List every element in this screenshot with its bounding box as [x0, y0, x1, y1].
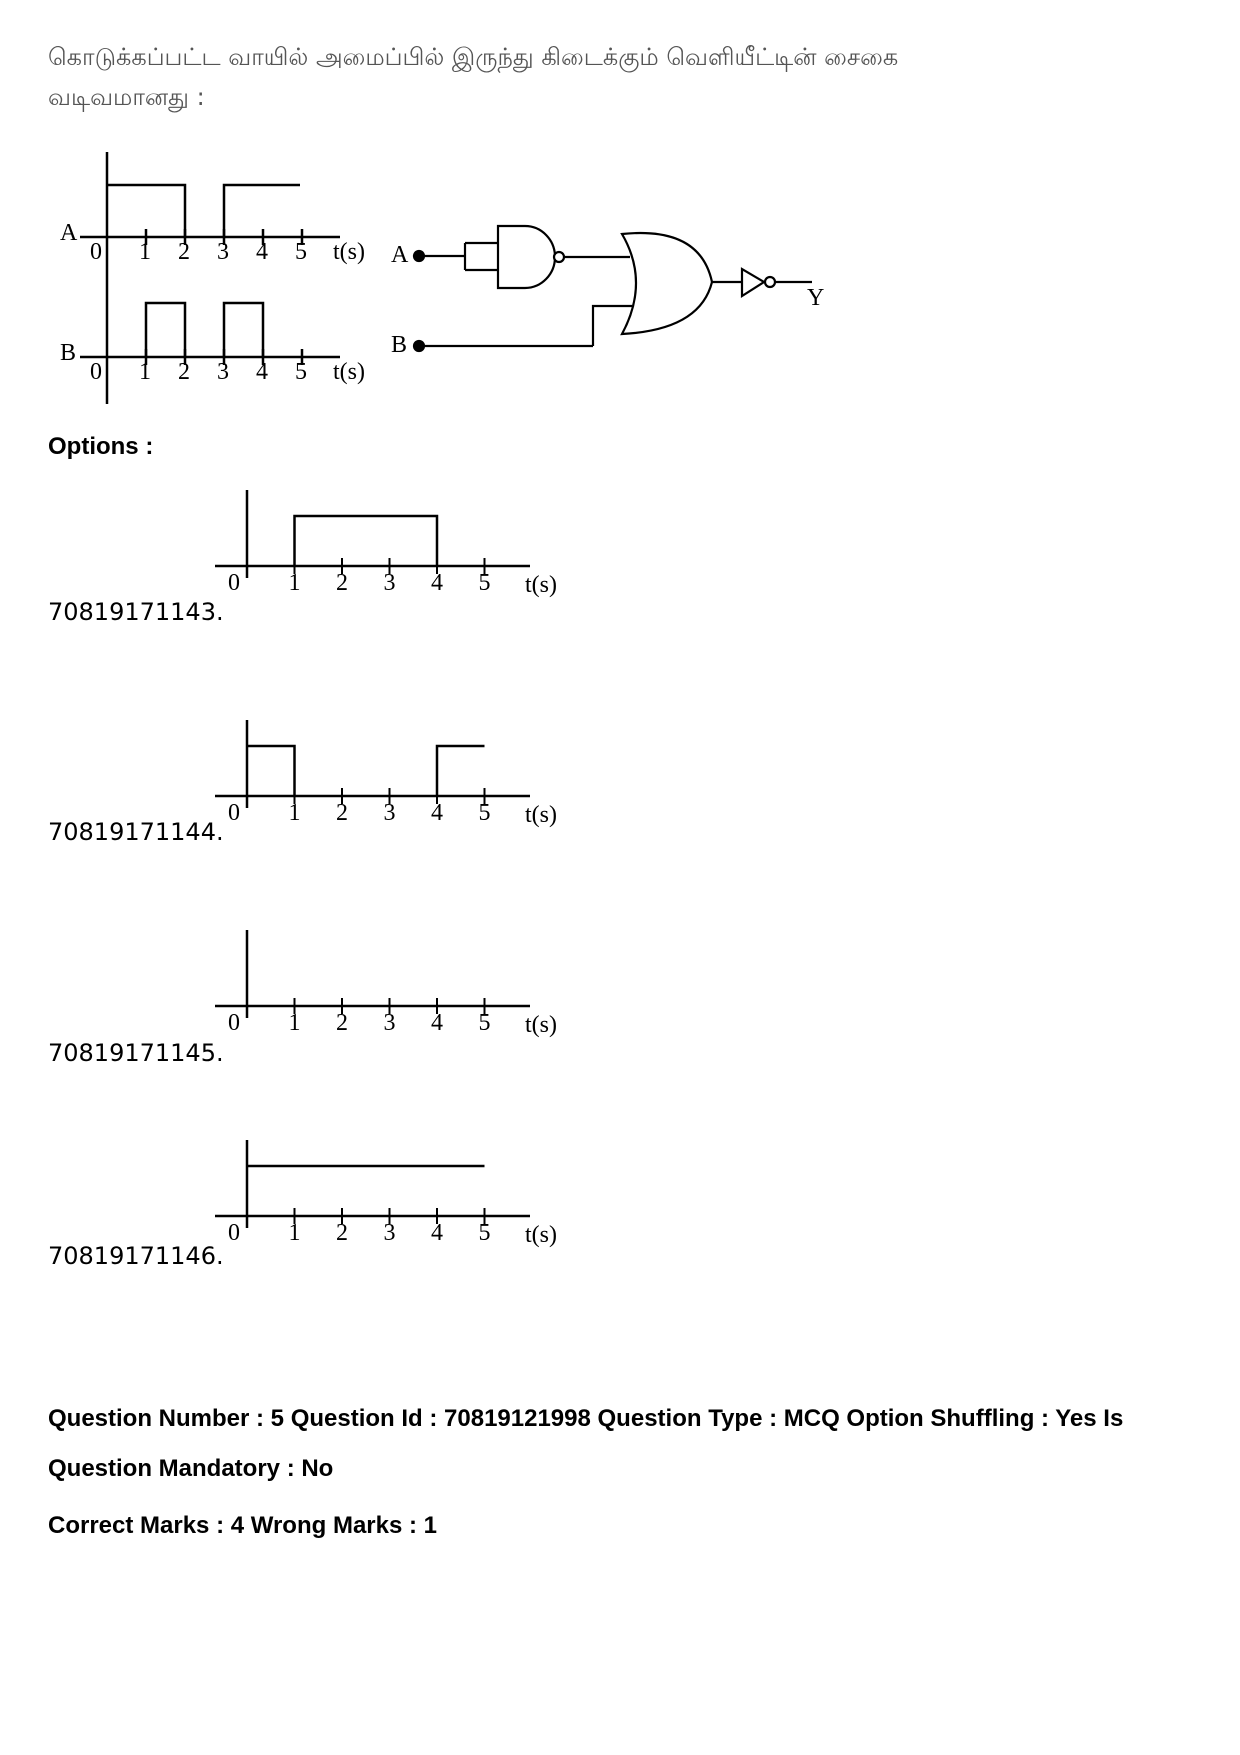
tick-label: 1 [139, 239, 151, 265]
waveform-a-label: A [60, 220, 78, 246]
tick-label: 0 [228, 570, 240, 596]
tick-label: 2 [336, 800, 348, 826]
tick-label: 1 [139, 359, 151, 385]
tick-label: 3 [383, 570, 396, 596]
tick-label: 2 [336, 1220, 348, 1246]
options-heading: Options : [48, 433, 154, 460]
tick-label: 4 [431, 1220, 443, 1246]
option-2-waveform [210, 718, 590, 828]
tick-label: 4 [431, 800, 443, 826]
tick-label: 0 [228, 1220, 240, 1246]
question-meta-line1: Question Number : 5 Question Id : 70819121998 Question Type : MCQ Option Shuffling : Yes Is [48, 1405, 1124, 1432]
tick-label: 5 [478, 1220, 491, 1246]
high-pulse [247, 746, 295, 796]
axis-unit-label: t(s) [525, 1222, 557, 1248]
question-meta-line2: Question Mandatory : No [48, 1455, 334, 1482]
option-2-id[interactable]: 70819171144. [48, 818, 224, 846]
high-pulse [295, 516, 438, 566]
tick-label: 4 [431, 1010, 443, 1036]
option-1-id[interactable]: 70819171143. [48, 598, 224, 626]
tick-label: 1 [288, 800, 301, 826]
tick-label: 0 [228, 1010, 240, 1036]
tick-label: 5 [295, 359, 307, 385]
option-3-waveform [210, 928, 590, 1038]
question-meta-line3: Correct Marks : 4 Wrong Marks : 1 [48, 1512, 438, 1539]
option-4-waveform [210, 1138, 590, 1248]
question-text-line2: வடிவமானது : [48, 83, 205, 111]
tick-label: 5 [478, 800, 491, 826]
input-b-label: B [391, 332, 408, 358]
waveform-b-label: B [60, 340, 77, 366]
tick-label: 1 [288, 1220, 301, 1246]
tick-label: 5 [478, 1010, 491, 1036]
option-3-id[interactable]: 70819171145. [48, 1039, 224, 1067]
tick-label: 0 [228, 800, 240, 826]
axis-unit-label: t(s) [333, 359, 365, 385]
tick-label: 1 [288, 570, 301, 596]
tick-label: 0 [90, 239, 102, 265]
tick-label: 5 [295, 239, 307, 265]
tick-label: 2 [336, 570, 348, 596]
tick-label: 2 [178, 359, 190, 385]
question-figure [0, 0, 1240, 420]
question-text-line1: கொடுக்கப்பட்ட வாயில் அமைப்பில் இருந்து கிடைக்கும் வெளியீட்டின் சைகை [48, 43, 899, 71]
output-y-label: Y [807, 285, 825, 311]
axis-unit-label: t(s) [525, 802, 557, 828]
tick-label: 0 [90, 359, 102, 385]
axis-unit-label: t(s) [525, 1012, 557, 1038]
tick-label: 4 [256, 239, 268, 265]
tick-label: 3 [383, 1010, 396, 1036]
tick-label: 1 [288, 1010, 301, 1036]
option-1-waveform [210, 488, 590, 598]
tick-label: 2 [336, 1010, 348, 1036]
tick-label: 3 [383, 800, 396, 826]
tick-label: 3 [217, 239, 229, 265]
axis-unit-label: t(s) [333, 239, 365, 265]
high-pulse [437, 746, 485, 796]
tick-label: 3 [383, 1220, 396, 1246]
tick-label: 5 [478, 570, 491, 596]
tick-label: 3 [217, 359, 229, 385]
tick-label: 2 [178, 239, 190, 265]
option-4-id[interactable]: 70819171146. [48, 1242, 224, 1270]
tick-label: 4 [256, 359, 268, 385]
axis-unit-label: t(s) [525, 572, 557, 598]
tick-label: 4 [431, 570, 443, 596]
input-a-label: A [391, 242, 409, 268]
